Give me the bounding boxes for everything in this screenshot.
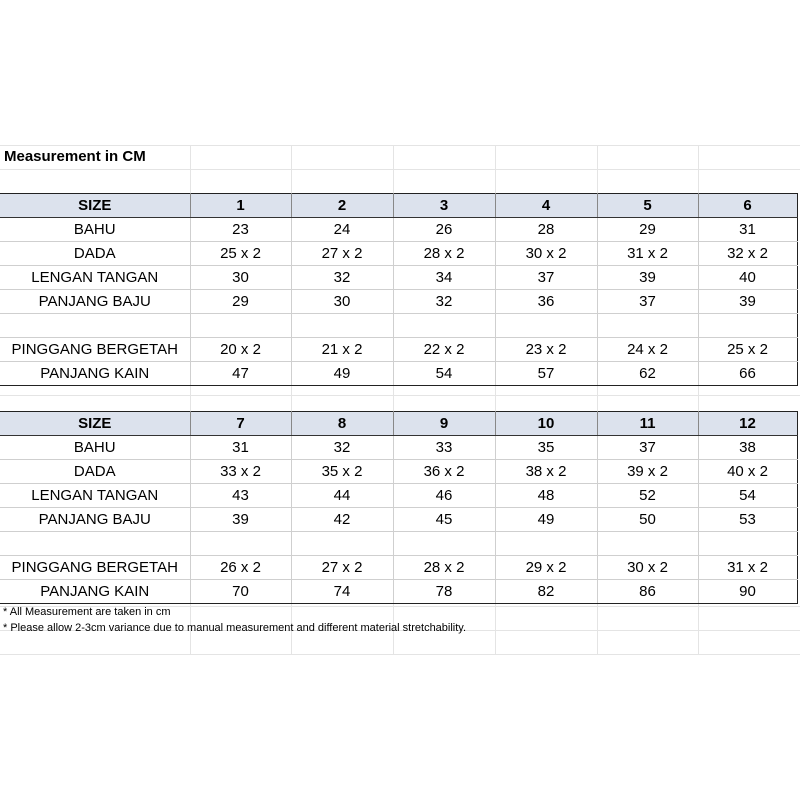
measurement-cell: 28: [495, 218, 597, 242]
size-chart-table-1: [0, 193, 798, 386]
table-row: [0, 242, 797, 266]
measurement-cell: 30 x 2: [597, 556, 698, 580]
note-item: * All Measurement are taken in cm: [3, 606, 171, 618]
measurement-cell: 66: [698, 362, 797, 386]
measurement-cell: 50: [597, 508, 698, 532]
table-row: [0, 436, 797, 460]
table-row: [0, 508, 797, 532]
measurement-cell: 27 x 2: [291, 556, 393, 580]
measurement-cell: 27 x 2: [291, 242, 393, 266]
measurement-cell: 70: [190, 580, 291, 604]
measurement-cell: [291, 314, 393, 338]
size-column-header: 9: [393, 412, 495, 436]
row-label: BAHU: [0, 436, 190, 460]
sheet-title: Measurement in CM: [4, 148, 146, 165]
measurement-cell: 32 x 2: [698, 242, 797, 266]
measurement-cell: 78: [393, 580, 495, 604]
measurement-cell: [597, 532, 698, 556]
measurement-cell: 29: [597, 218, 698, 242]
measurement-cell: 34: [393, 266, 495, 290]
measurement-cell: 39: [698, 290, 797, 314]
size-column-header: 6: [698, 194, 797, 218]
measurement-cell: 26: [393, 218, 495, 242]
measurement-cell: 37: [597, 290, 698, 314]
measurement-cell: [190, 314, 291, 338]
measurement-cell: 31 x 2: [698, 556, 797, 580]
row-label: LENGAN TANGAN: [0, 484, 190, 508]
measurement-cell: 25 x 2: [190, 242, 291, 266]
notes: [3, 604, 466, 636]
measurement-cell: 36: [495, 290, 597, 314]
measurement-cell: 30: [291, 290, 393, 314]
measurement-cell: 21 x 2: [291, 338, 393, 362]
measurement-cell: [698, 314, 797, 338]
size-chart-table-2: [0, 411, 798, 604]
size-header-label: SIZE: [0, 412, 190, 436]
measurement-cell: 29 x 2: [495, 556, 597, 580]
measurement-cell: 57: [495, 362, 597, 386]
measurement-cell: 44: [291, 484, 393, 508]
measurement-cell: 23 x 2: [495, 338, 597, 362]
measurement-cell: 28 x 2: [393, 242, 495, 266]
row-label: PANJANG BAJU: [0, 508, 190, 532]
measurement-cell: 23: [190, 218, 291, 242]
table-row: [0, 460, 797, 484]
measurement-cell: [495, 532, 597, 556]
size-column-header: 10: [495, 412, 597, 436]
measurement-cell: 33 x 2: [190, 460, 291, 484]
row-label: PINGGANG BERGETAH: [0, 338, 190, 362]
size-column-header: 5: [597, 194, 698, 218]
measurement-cell: 47: [190, 362, 291, 386]
size-column-header: 2: [291, 194, 393, 218]
measurement-cell: 53: [698, 508, 797, 532]
measurement-cell: 30 x 2: [495, 242, 597, 266]
measurement-cell: 37: [597, 436, 698, 460]
measurement-cell: 25 x 2: [698, 338, 797, 362]
measurement-cell: 40: [698, 266, 797, 290]
measurement-cell: 40 x 2: [698, 460, 797, 484]
row-label: [0, 532, 190, 556]
measurement-cell: 46: [393, 484, 495, 508]
size-column-header: 3: [393, 194, 495, 218]
measurement-cell: 29: [190, 290, 291, 314]
measurement-cell: 52: [597, 484, 698, 508]
measurement-cell: 49: [291, 362, 393, 386]
measurement-cell: 31: [190, 436, 291, 460]
measurement-cell: 90: [698, 580, 797, 604]
row-label: DADA: [0, 242, 190, 266]
measurement-cell: 35 x 2: [291, 460, 393, 484]
table-row: [0, 290, 797, 314]
size-column-header: 8: [291, 412, 393, 436]
measurement-cell: [393, 532, 495, 556]
size-column-header: 7: [190, 412, 291, 436]
measurement-cell: 38: [698, 436, 797, 460]
measurement-cell: 38 x 2: [495, 460, 597, 484]
table-row: [0, 218, 797, 242]
measurement-cell: 20 x 2: [190, 338, 291, 362]
measurement-cell: 32: [393, 290, 495, 314]
measurement-cell: 35: [495, 436, 597, 460]
measurement-cell: 74: [291, 580, 393, 604]
measurement-cell: 54: [393, 362, 495, 386]
measurement-cell: 43: [190, 484, 291, 508]
measurement-cell: 24: [291, 218, 393, 242]
measurement-cell: 22 x 2: [393, 338, 495, 362]
measurement-cell: 32: [291, 436, 393, 460]
row-label: LENGAN TANGAN: [0, 266, 190, 290]
measurement-cell: 39 x 2: [597, 460, 698, 484]
measurement-cell: 45: [393, 508, 495, 532]
measurement-cell: 37: [495, 266, 597, 290]
size-column-header: 1: [190, 194, 291, 218]
spacer-row: [0, 532, 797, 556]
measurement-cell: [495, 314, 597, 338]
measurement-cell: 26 x 2: [190, 556, 291, 580]
size-column-header: 12: [698, 412, 797, 436]
gridline-horizontal: [0, 654, 800, 655]
measurement-cell: 31: [698, 218, 797, 242]
row-label: BAHU: [0, 218, 190, 242]
measurement-cell: 86: [597, 580, 698, 604]
measurement-cell: 49: [495, 508, 597, 532]
row-label: PANJANG KAIN: [0, 580, 190, 604]
measurement-cell: [393, 314, 495, 338]
table-row: [0, 556, 797, 580]
row-label: PANJANG BAJU: [0, 290, 190, 314]
measurement-cell: 62: [597, 362, 698, 386]
gridline-horizontal: [0, 169, 800, 170]
measurement-cell: 39: [597, 266, 698, 290]
measurement-cell: 36 x 2: [393, 460, 495, 484]
note-item: * Please allow 2-3cm variance due to manual measurement and different material stretchability.: [3, 622, 467, 634]
measurement-cell: 82: [495, 580, 597, 604]
measurement-cell: 32: [291, 266, 393, 290]
table-row: [0, 580, 797, 604]
measurement-cell: 42: [291, 508, 393, 532]
size-column-header: 11: [597, 412, 698, 436]
table-header-row: [0, 412, 797, 436]
row-label: [0, 314, 190, 338]
spacer-row: [0, 314, 797, 338]
table-header-row: [0, 194, 797, 218]
table-row: [0, 338, 797, 362]
measurement-cell: 39: [190, 508, 291, 532]
measurement-cell: [698, 532, 797, 556]
measurement-cell: 28 x 2: [393, 556, 495, 580]
size-header-label: SIZE: [0, 194, 190, 218]
table-row: [0, 266, 797, 290]
row-label: DADA: [0, 460, 190, 484]
measurement-cell: [597, 314, 698, 338]
measurement-cell: 30: [190, 266, 291, 290]
gridline-horizontal: [0, 395, 800, 396]
row-label: PINGGANG BERGETAH: [0, 556, 190, 580]
measurement-cell: 33: [393, 436, 495, 460]
measurement-cell: 54: [698, 484, 797, 508]
measurement-cell: 31 x 2: [597, 242, 698, 266]
measurement-cell: 24 x 2: [597, 338, 698, 362]
measurement-cell: [291, 532, 393, 556]
row-label: PANJANG KAIN: [0, 362, 190, 386]
table-row: [0, 484, 797, 508]
size-column-header: 4: [495, 194, 597, 218]
table-row: [0, 362, 797, 386]
measurement-cell: 48: [495, 484, 597, 508]
measurement-cell: [190, 532, 291, 556]
